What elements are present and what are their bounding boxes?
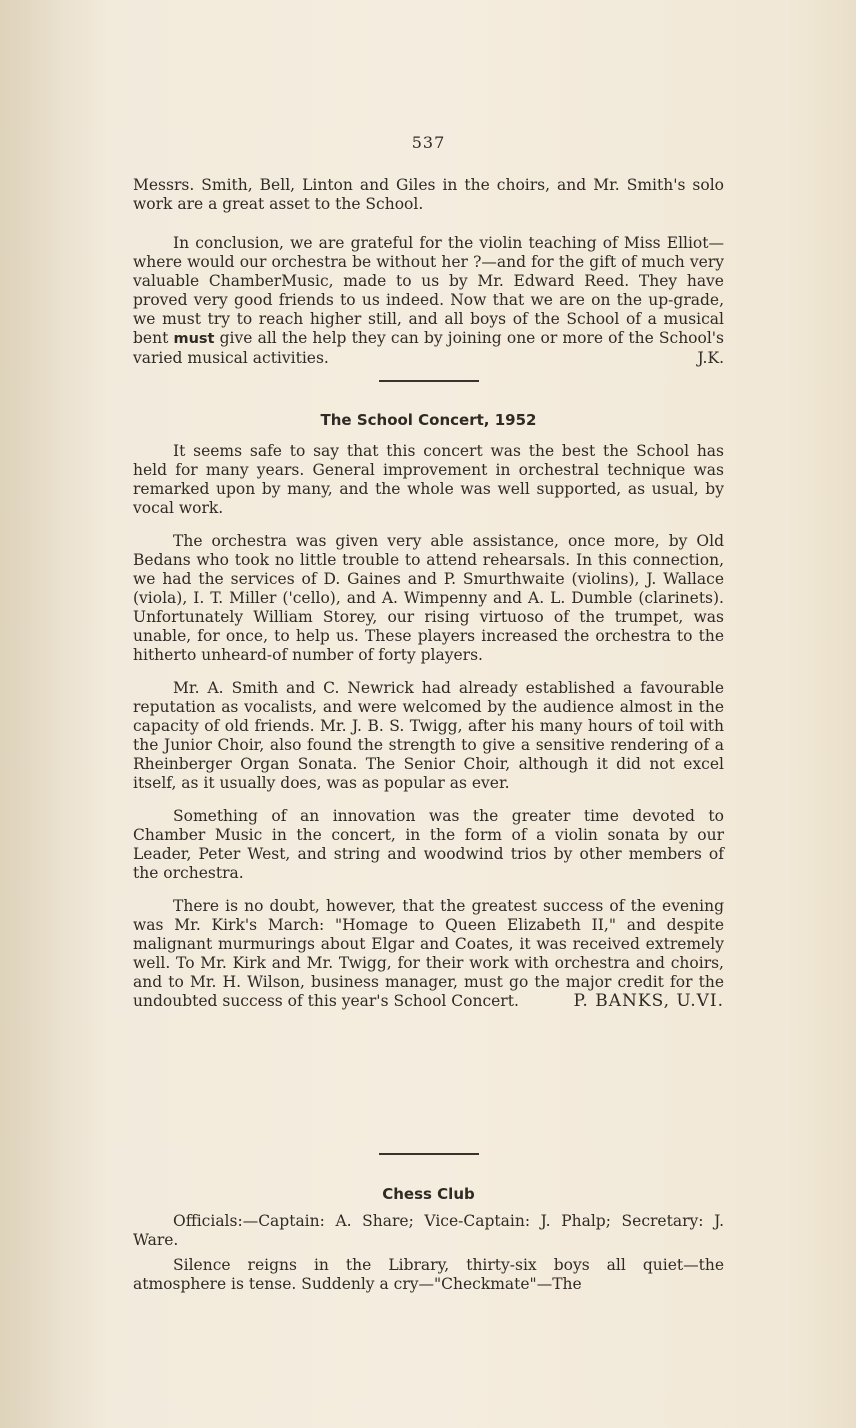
concert-signature: P. BANKS, U.VI. [573, 991, 724, 1011]
concert-paragraph: The orchestra was given very able assistance, once more, by Old Bedans who took no little trouble to attend rehearsals. In this connection, we had the services of D. Gaines and P. Smurthwaite (violins), J. Wallace (viola), I. T. Miller ('cello), and A. Wimpenny and A. L. Dumble (clarinets). Unfortunately William Storey, our rising virtuoso of the trumpet, was unable, for once, to help us. These players increased the orchestra to the hitherto unheard-of number of forty players. [133, 532, 724, 664]
intro-paragraph-block [133, 176, 724, 214]
concert-heading: The School Concert, 1952 [320, 411, 537, 429]
conclusion-text-b: give all the help they can by joining one or more of the School's varied musical activities. [133, 329, 725, 367]
conclusion-signature: J.K. [697, 349, 724, 367]
section-divider [379, 1153, 479, 1155]
conclusion-text-a: In conclusion, we are grateful for the violin teaching of Miss Elliot—where would our orchestra be without her ?—and for the gift of much very valuable ChamberMusic, made to us by Mr. Edward Reed. They have proved very good friends to us indeed. Now that we are on the up-grade, we must try to reach higher still, and all boys of the School of a musical bent [133, 234, 724, 347]
chess-officials: Officials:—Captain: A. Share; Vice-Captain: J. Phalp; Secretary: J. Ware. [133, 1212, 724, 1249]
chess-body [133, 1212, 724, 1294]
concert-paragraph: Mr. A. Smith and C. Newrick had already established a favourable reputation as vocalists, and were welcomed by the audience almost in the capacity of old friends. Mr. J. B. S. Twigg, after his many hours of toil with the Junior Choir, also found the strength to give a sensitive rendering of a Rheinberger Organ Sonata. The Senior Choir, although it did not excel itself, as it usually does, was as popular as ever. [133, 679, 724, 792]
concert-final-paragraph [133, 897, 724, 1011]
concert-final-text: There is no doubt, however, that the greatest success of the evening was Mr. Kirk's March: "Homage to Queen Elizabeth II," and despite malignant murmurings about Elgar and Coates, it was received extremely well. To Mr. Kirk and Mr. Twigg, for their work with orchestra and choirs, and to Mr. H. Wilson, business manager, must go the major credit for the undoubted success of this year's School Concert. [133, 897, 724, 1010]
conclusion-paragraph-block [133, 234, 724, 368]
concert-paragraph: It seems safe to say that this concert was the best the School has held for many years. General improvement in orchestral technique was remarked upon by many, and the whole was well supported, as usual, by vocal work. [133, 442, 724, 517]
page-spine-shadow [0, 0, 110, 1428]
chess-paragraph: Silence reigns in the Library, thirty-six boys all quiet—the atmosphere is tense. Suddenly a cry—"Checkmate"—The [133, 1256, 724, 1293]
section-divider [379, 380, 479, 382]
concert-paragraph: Something of an innovation was the greater time devoted to Chamber Music in the concert, in the form of a violin sonata by our Leader, Peter West, and string and woodwind trios by other members of the orchestra. [133, 807, 724, 882]
page-number: 537 [411, 133, 446, 152]
conclusion-paragraph [133, 234, 724, 368]
intro-paragraph: Messrs. Smith, Bell, Linton and Giles in the choirs, and Mr. Smith's solo work are a great asset to the School. [133, 176, 724, 213]
concert-body [133, 442, 724, 1011]
conclusion-emphasis: must [173, 331, 215, 347]
chess-heading: Chess Club [382, 1185, 475, 1203]
